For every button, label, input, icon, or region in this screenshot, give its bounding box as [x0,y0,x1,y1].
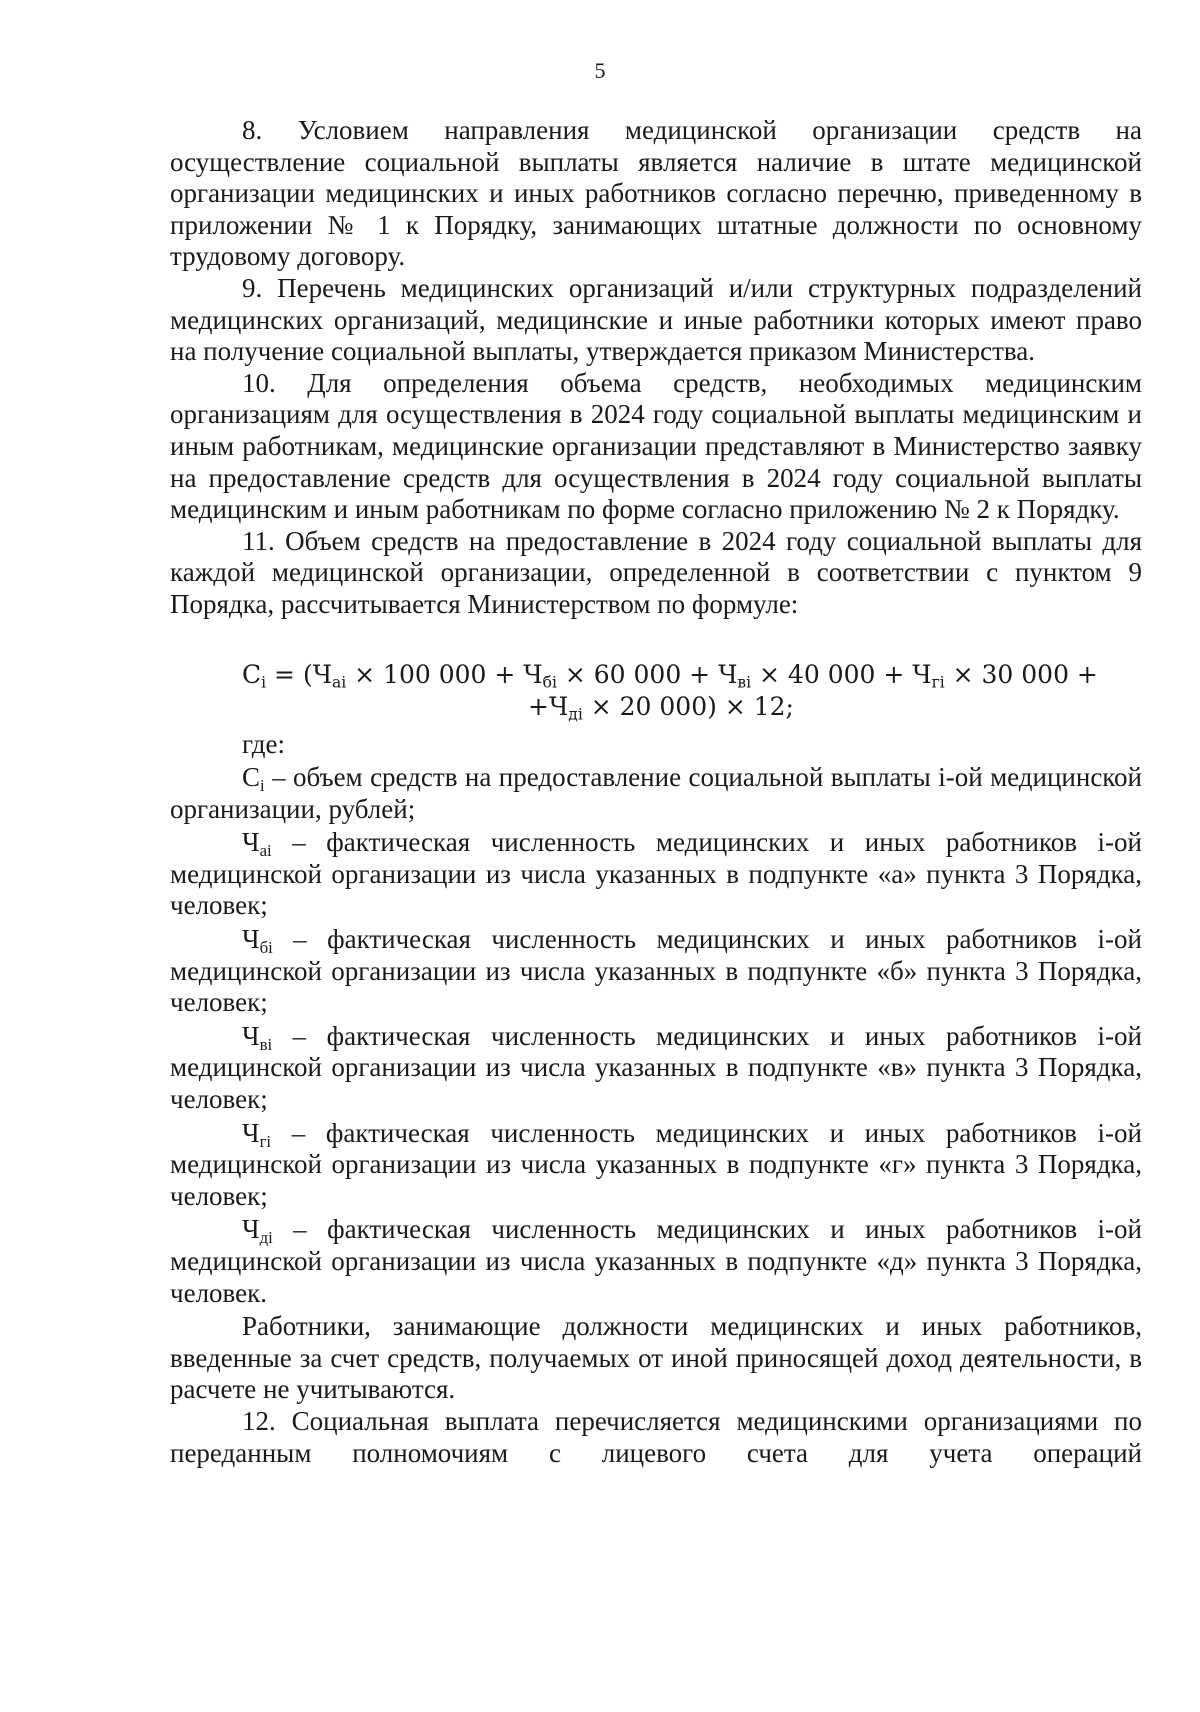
formula-line-1 [170,659,1142,691]
paragraph-12: 12. Социальная выплата перечисляется медицинскими организациями по переданным полномочиям с лицевого счета для учета операций [170,1405,1142,1468]
definition-symbol: Ч [242,827,260,858]
definition-text: – фактическая численность медицинских и иных работников i-ой медицинской организации из числа указанных в подпункте «б» пункта 3 Порядка, человек; [170,924,1142,1018]
formula [170,659,1142,723]
definition-subscript: аi [259,841,272,861]
formula-text: = (Ч [266,659,333,689]
where-label: где: [242,728,285,759]
formula-subscript: вi [737,673,752,692]
paragraph-11: 11. Объем средств на предоставление в 2024 году социальной выплаты для каждой медицинской организации, определенной в соответствии с пунктом 9 Порядка, рассчитывается Министерством по формуле: [170,525,1142,619]
definition-subscript: бi [259,938,273,958]
definition-b [170,924,1142,1019]
formula-text: С [242,659,262,689]
formula-text: × 40 000 + Ч [751,659,932,689]
definition-v [170,1021,1142,1116]
formula-subscript: аi [332,673,347,692]
paragraph-10: 10. Для определения объема средств, необходимых медицинским организациям для осуществления в 2024 году социальной выплаты медицинским и иным работникам, медицинские организации представляют в Министерство заявку на предоставление средств для осуществления в 2024 году социальной выплаты медицинским и иным работникам по форме согласно приложению № 2 к Порядку. [170,367,1142,525]
definition-c [170,762,1142,825]
definition-text: – фактическая численность медицинских и иных работников i-ой медицинской организации из числа указанных в подпункте «д» пункта 3 Порядка, человек. [170,1214,1142,1308]
definition-subscript: i [260,776,265,796]
definition-g [170,1118,1142,1213]
definition-text: – объем средств на предоставление социальной выплаты i-ой медицинской организации, рублей; [170,762,1142,824]
formula-text: × 30 000 + [944,659,1098,689]
paragraph-8: 8. Условием направления медицинской организации средств на осуществление социальной выплаты является наличие в штате медицинской организации медицинских и иных работников согласно перечню, приведенному в приложении № 1 к Порядку, занимающих штатные должности по основному трудовому договору. [170,115,1142,272]
definition-symbol: С [242,762,261,793]
definition-symbol: Ч [242,924,260,955]
definition-subscript: гi [259,1131,272,1151]
definition-a [170,827,1142,922]
formula-text: +Ч [528,691,569,721]
formula-text: × 100 000 + Ч [346,659,543,689]
formula-text: × 20 000) × 12; [582,691,794,721]
definition-d [170,1214,1142,1309]
definition-symbol: Ч [242,1214,260,1245]
document-body [170,115,1142,1469]
formula-line-2 [170,691,1142,723]
formula-subscript: гi [931,673,945,692]
definition-text: – фактическая численность медицинских и иных работников i-ой медицинской организации из числа указанных в подпункте «а» пункта 3 Порядка, человек; [170,827,1142,921]
definition-text: – фактическая численность медицинских и иных работников i-ой медицинской организации из числа указанных в подпункте «г» пункта 3 Порядка, человек; [170,1117,1142,1211]
page-number: 5 [594,58,606,83]
definition-subscript: вi [259,1034,273,1054]
paragraph-9: 9. Перечень медицинских организаций и/или структурных подразделений медицинских организаций, медицинские и иные работники которых имеют право на получение социальной выплаты, утверждается приказом Министерства. [170,272,1142,367]
definition-text: – фактическая численность медицинских и иных работников i-ой медицинской организации из числа указанных в подпункте «в» пункта 3 Порядка, человек; [170,1020,1142,1115]
definition-subscript: дi [259,1228,273,1248]
workers-note: Работники, занимающие должности медицинских и иных работников, введенные за счет средств, получаемых от иной приносящей доход деятельности, в расчете не учитываются. [170,1311,1142,1405]
formula-subscript: дi [568,705,583,724]
formula-text: × 60 000 + Ч [556,659,738,689]
definition-symbol: Ч [242,1117,260,1148]
formula-subscript: i [261,673,267,692]
definition-symbol: Ч [242,1020,260,1051]
formula-subscript: бi [542,673,557,692]
